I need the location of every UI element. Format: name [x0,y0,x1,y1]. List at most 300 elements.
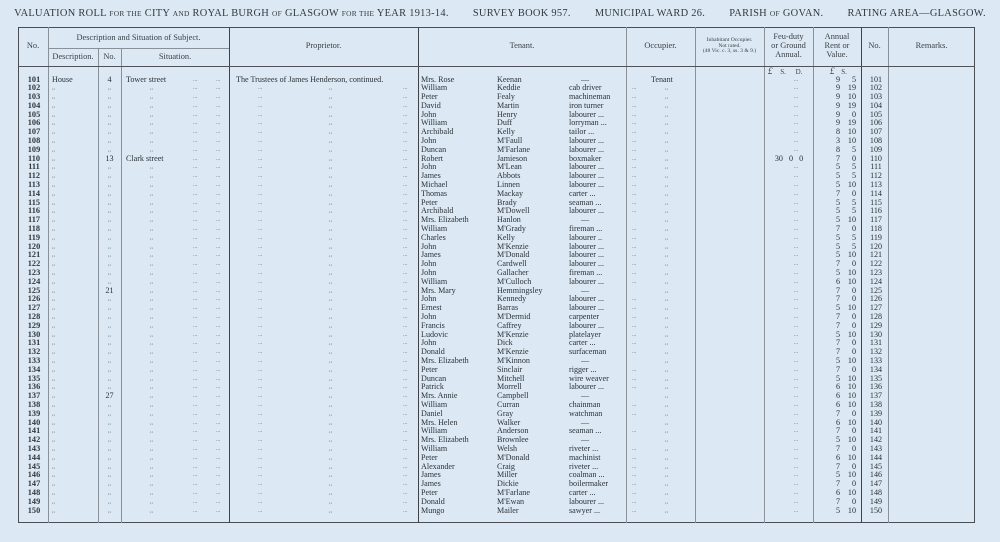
situation-leader-dots: ... [193,481,198,488]
house-number: ,, [108,401,111,408]
tenant-forename: David [421,100,441,110]
description: ,, [52,208,55,215]
situation-leader-dots: ... [193,296,198,303]
house-number: ,, [108,410,111,417]
situation-leader-dots: ... [216,182,221,189]
occupier: ,, [665,358,668,364]
tenant-forename: William [421,83,448,93]
tenant-occupation: carter ... [569,188,596,198]
proprietor-ditto: ... [258,146,263,153]
proprietor-ditto: ... [258,445,263,452]
description: ,, [52,322,55,329]
feu-duty: ... [793,463,799,470]
rent-shillings: 0 [851,312,856,322]
situation-leader-dots: ... [193,401,198,408]
proprietor-ditto: ... [403,375,408,382]
description: ,, [52,366,55,373]
situation-leader-dots: ... [216,261,221,268]
situation: ,, [150,261,153,268]
description: ,, [52,375,55,382]
proprietor-ditto: ,, [329,481,332,488]
situation-leader-dots: ... [216,296,221,303]
proprietor-ditto: ... [258,243,263,250]
house-number: ,, [108,428,111,435]
row-number-right: 116 [870,206,882,216]
description: ,, [52,94,55,101]
occupation-leader-dots: ... [632,305,637,312]
occupation-leader-dots: ... [632,182,637,189]
rent-shillings: 0 [851,153,856,163]
proprietor-ditto: ... [403,358,408,364]
tenant-forename: William [421,443,448,453]
tenant-occupation: cab driver [569,83,602,93]
occupier: ,, [665,190,668,197]
situation-leader-dots: ... [193,120,198,127]
occupier: ,, [665,252,668,259]
occupier: ,, [665,445,668,452]
row-number-right: 112 [870,171,882,181]
proprietor-ditto: ... [403,217,408,224]
situation-leader-dots: ... [216,138,221,145]
house-number: ,, [108,270,111,277]
tenant-surname: Hanlon [497,215,521,225]
header-occupier: Occupier. [644,41,677,51]
proprietor-ditto: ... [258,428,263,435]
proprietor-ditto: ... [403,314,408,321]
situation-leader-dots: ... [193,384,198,391]
occupier: Tenant [651,74,673,84]
house-number: ,, [108,305,111,312]
proprietor-ditto: ... [403,384,408,391]
proprietor-ditto: ... [403,190,408,197]
row-number: 111 [28,162,40,172]
tenant-forename: Duncan [421,144,447,154]
occupier: ,, [665,498,668,505]
rent-pounds: 7 [835,312,840,322]
house-number: ,, [108,138,111,145]
house-number: 21 [105,285,114,295]
feu-duty: ... [793,419,799,426]
situation: ,, [150,217,153,224]
tenant-surname: M'Grady [497,224,526,234]
tenant-occupation: fireman ... [569,224,603,234]
tenant-occupation: — [581,417,590,427]
rent-pounds: 5 [835,356,840,365]
proprietor-ditto: ,, [329,111,332,118]
tenant-surname: Fealy [497,92,515,102]
situation: ,, [150,507,153,514]
tenant-occupation: labourer ... [569,276,605,286]
occupation-leader-dots: ... [632,155,637,162]
tenant-surname: Dickie [497,479,519,489]
occupier: ,, [665,102,668,109]
situation: ,, [150,314,153,321]
occupier: ,, [665,305,668,312]
house-number: ,, [108,322,111,329]
row-number-right: 102 [869,83,883,93]
tenant-occupation: labourer ... [569,241,605,251]
rent-shillings: 0 [851,320,856,330]
proprietor-ditto: ... [258,217,263,224]
rent-pounds: 6 [835,399,840,409]
situation: ,, [150,305,153,312]
proprietor-ditto: ,, [329,129,332,136]
tenant-forename: William [421,426,448,436]
occupier: ,, [665,393,668,400]
situation-leader-dots: ... [193,129,198,136]
rent-pounds: 7 [835,153,840,163]
proprietor-ditto: ,, [329,428,332,435]
tenant-occupation: labourer ... [569,320,605,330]
row-number: 109 [27,144,41,154]
situation: ,, [150,85,153,92]
occupation-leader-dots: ... [632,366,637,373]
feu-duty: ... [793,428,799,435]
description: ,, [52,445,55,452]
proprietor-ditto: ... [403,146,408,153]
parish: PARISH OF GOVAN. [729,8,824,19]
occupation-leader-dots: ... [632,85,637,92]
situation: ,, [150,393,153,400]
tenant-forename: John [421,162,437,172]
rent-shillings: 0 [851,285,856,295]
proprietor-ditto: ,, [329,507,332,514]
proprietor-ditto: ... [258,155,263,162]
situation-leader-dots: ... [216,129,221,136]
occupier: ,, [665,182,668,189]
situation: ,, [150,349,153,356]
row-number: 119 [28,232,40,242]
occupier: ,, [665,507,668,514]
proprietor-ditto: ... [403,463,408,470]
occupier: ,, [665,322,668,329]
situation: ,, [150,401,153,408]
house-number: ,, [108,340,111,347]
description: ,, [52,428,55,435]
tenant-occupation: fireman ... [569,268,603,278]
municipal-ward: MUNICIPAL WARD 26. [594,8,706,19]
proprietor-ditto: ,, [329,437,332,444]
proprietor-ditto: ,, [329,234,332,241]
description: ,, [52,296,55,303]
description: ,, [52,340,55,347]
tenant-forename: Donald [421,347,445,357]
house-number: ,, [108,102,111,109]
row-number: 150 [27,505,41,515]
description: ,, [52,384,55,391]
description: ,, [52,243,55,250]
rent-shillings: 10 [847,127,856,137]
proprietor-ditto: ... [403,120,408,127]
proprietor-ditto: ... [403,102,408,109]
proprietor-ditto: ... [258,481,263,488]
tenant-forename: James [421,470,441,480]
feu-duty: ... [793,393,799,400]
house-number: ,, [108,375,111,382]
feu-duty: ... [793,234,799,241]
occupation-leader-dots: ... [632,173,637,180]
row-number-right: 141 [869,426,883,436]
tenant-surname: Barras [497,303,519,313]
situation: Tower street [126,74,167,84]
house-number: ,, [108,498,111,505]
proprietor-ditto: ,, [329,419,332,426]
header-no: No. [26,41,40,51]
feu-duty: ... [793,358,799,364]
row-number: 132 [27,347,41,357]
description: ,, [52,138,55,145]
situation-leader-dots: ... [216,252,221,259]
row-number-right: 146 [869,470,883,480]
tenant-occupation: iron turner [569,100,604,110]
occupation-leader-dots: ... [632,489,637,496]
row-number: 138 [27,399,41,409]
proprietor-ditto: ,, [329,314,332,321]
row-number: 123 [27,268,41,278]
proprietor-ditto: ... [403,498,408,505]
occupation-leader-dots: ... [632,226,637,233]
row-number-right: 150 [869,505,883,515]
tenant-forename: Mrs. Mary [421,285,456,295]
feu-duty: ... [793,507,799,514]
rent-pounds: 9 [835,118,840,128]
row-number-right: 127 [869,303,883,313]
occupier: ,, [665,146,668,153]
feu-duty: ... [793,129,799,136]
tenant-forename: Daniel [421,408,443,418]
tenant-occupation: — [581,74,590,84]
tenant-forename: Francis [421,320,445,330]
occupation-leader-dots: ... [632,120,637,127]
situation: ,, [150,331,153,338]
occupier: ,, [665,331,668,338]
row-number: 105 [27,109,41,119]
proprietor-ditto: ... [403,287,408,294]
tenant-surname: Dick [497,338,513,348]
row-number: 135 [27,373,41,383]
situation-leader-dots: ... [193,305,198,312]
proprietor-ditto: ,, [329,287,332,294]
house-number: ,, [108,190,111,197]
row-number-right: 130 [869,329,883,339]
occupation-leader-dots: ... [632,190,637,197]
feu-duty: ... [793,270,799,277]
situation: ,, [150,226,153,233]
house-number: ,, [108,331,111,338]
tenant-surname: M'Dowell [497,206,530,216]
row-number-right: 147 [869,479,883,489]
tenant-occupation: labourer ... [569,109,605,119]
description: ,, [52,489,55,496]
feu-duty: ... [793,278,799,285]
feu-duty: ... [793,208,799,215]
tenant-forename: William [421,224,448,234]
proprietor-ditto: ... [258,322,263,329]
rent-shillings: 10 [847,136,856,146]
proprietor-ditto: ,, [329,217,332,224]
proprietor-ditto: ,, [329,305,332,312]
occupier: ,, [665,278,668,285]
situation-leader-dots: ... [216,428,221,435]
description: ,, [52,287,55,294]
rent-pounds: 5 [835,470,840,480]
house-number: ,, [108,349,111,356]
situation-leader-dots: ... [193,331,198,338]
row-number-right: 125 [869,285,883,295]
row-number: 115 [28,197,40,207]
situation: ,, [150,199,153,206]
proprietor-ditto: ,, [329,331,332,338]
row-number-right: 126 [869,294,883,304]
tenant-surname: Duff [497,118,513,128]
row-number: 118 [28,224,40,234]
proprietor-ditto: ... [258,287,263,294]
tenant-forename: Mrs. Elizabeth [421,435,469,445]
description: ,, [52,358,55,364]
proprietor-ditto: ,, [329,393,332,400]
rent-pounds: 5 [835,373,840,383]
house-number: ,, [108,261,111,268]
occupation-leader-dots: ... [632,454,637,461]
situation-leader-dots: ... [216,498,221,505]
proprietor-ditto: ,, [329,120,332,127]
rent-pounds: 5 [835,268,840,278]
feu-duty: ... [793,146,799,153]
rent-pounds: 9 [835,92,840,102]
description: ,, [52,314,55,321]
row-number: 103 [27,92,41,102]
tenant-occupation: chainman [569,399,601,409]
row-number-right: 108 [869,136,883,146]
row-number: 110 [28,153,40,163]
tenant-forename: John [421,259,437,269]
proprietor-ditto: ,, [329,252,332,259]
rent-pounds: 5 [835,206,840,216]
occupier: ,, [665,410,668,417]
description: ,, [52,472,55,479]
proprietor-ditto: ,, [329,349,332,356]
row-number: 146 [27,470,41,480]
rent-pounds: 6 [835,452,840,462]
rent-pounds: 7 [835,347,840,357]
description: ,, [52,217,55,224]
proprietor-ditto: ... [258,199,263,206]
row-number: 108 [27,136,41,146]
tenant-forename: Mrs. Elizabeth [421,215,469,225]
situation: ,, [150,278,153,285]
row-number: 149 [27,496,41,506]
tenant-surname: M'Farlane [497,144,530,154]
proprietor-ditto: ... [258,252,263,259]
house-number: ,, [108,111,111,118]
tenant-occupation: wire weaver [569,373,609,383]
occupation-leader-dots: ... [632,208,637,215]
proprietor-ditto: ... [258,401,263,408]
occupier: ,, [665,270,668,277]
tenant-forename: Michael [421,180,448,190]
row-number: 125 [27,285,41,295]
occupier: ,, [665,366,668,373]
situation: ,, [150,445,153,452]
tenant-surname: M'Kinnon [497,356,530,365]
proprietor-ditto: ... [403,437,408,444]
tenant-occupation: sawyer ... [569,505,601,515]
description: ,, [52,437,55,444]
proprietor-ditto: ... [403,182,408,189]
situation-leader-dots: ... [193,173,198,180]
feu-duty: ... [793,445,799,452]
description: ,, [52,155,55,162]
tenant-occupation: seaman ... [569,426,602,436]
description: ,, [52,305,55,312]
rent-shillings: 5 [851,232,856,242]
proprietor-ditto: ... [258,85,263,92]
occupation-leader-dots: ... [632,111,637,118]
rent-shillings: 0 [851,188,856,198]
description: ,, [52,120,55,127]
house-number: ,, [108,366,111,373]
tenant-occupation: watchman [569,408,603,418]
occupation-leader-dots: ... [632,507,637,514]
feu-duty: ... [793,349,799,356]
house-number: ,, [108,129,111,136]
occupier: ,, [665,296,668,303]
rent-shillings: 0 [851,259,856,269]
rent-pounds: 6 [835,382,840,392]
tenant-occupation: labourer .. [569,232,603,242]
tenant-surname: Keddie [497,83,521,93]
occupation-leader-dots: ... [632,445,637,452]
tenant-surname: Welsh [497,443,518,453]
description: ,, [52,349,55,356]
tenant-surname: Cardwell [497,259,527,269]
proprietor-ditto: ... [258,129,263,136]
situation-leader-dots: ... [193,366,198,373]
feu-duty: ... [793,437,799,444]
tenant-surname: M'Donald [497,250,530,260]
situation: ,, [150,208,153,215]
rent-pounds: 7 [835,426,840,436]
proprietor-ditto: ... [403,226,408,233]
proprietor-ditto: ... [403,261,408,268]
occupier: ,, [665,173,668,180]
row-number-right: 132 [869,347,883,357]
situation-leader-dots: ... [193,102,198,109]
proprietor-ditto: ,, [329,454,332,461]
tenant-forename: Mungo [421,505,445,515]
tenant-surname: M'Faull [497,136,523,146]
situation-leader-dots: ... [216,463,221,470]
feu-duty: ... [793,120,799,127]
proprietor-ditto: ... [258,393,263,400]
situation: ,, [150,138,153,145]
rent-shillings: 5 [851,162,856,172]
tenant-forename: Mrs. Elizabeth [421,356,469,365]
feu-duty: 30 0 0 [774,153,804,163]
occupation-leader-dots: ... [632,481,637,488]
situation-leader-dots: ... [216,331,221,338]
tenant-occupation: — [581,215,590,225]
feu-duty: ... [793,173,799,180]
description: ,, [52,393,55,400]
proprietor-ditto: ... [403,305,408,312]
proprietor-ditto: ... [403,419,408,426]
occupier: ,, [665,463,668,470]
situation: ,, [150,322,153,329]
situation-leader-dots: ... [216,85,221,92]
proprietor-ditto: ,, [329,401,332,408]
occupier: ,, [665,120,668,127]
